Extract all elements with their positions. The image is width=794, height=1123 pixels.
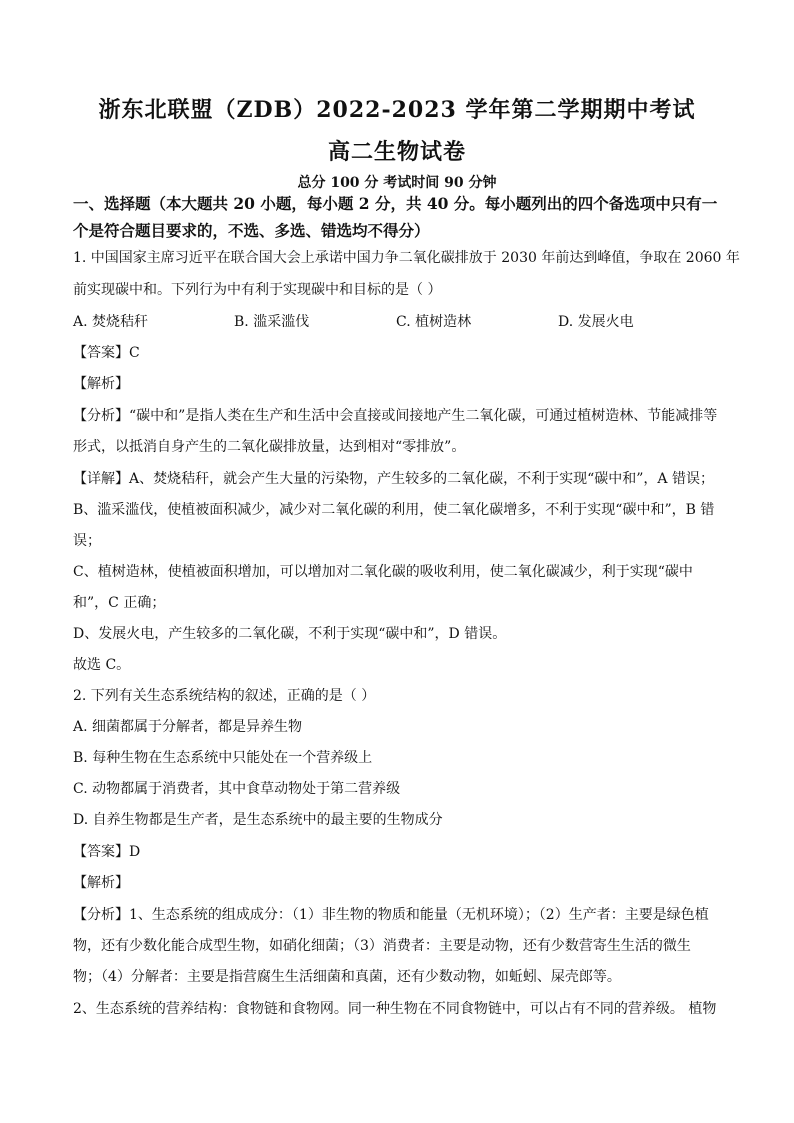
q1-option-c: C. 植树造林 <box>396 314 472 330</box>
section-heading-line-2: 个是符合题目要求的，不选、多选、错选均不得分） <box>73 221 430 240</box>
q2-option-b: B. 每种生物在生态系统中只能处在一个营养级上 <box>73 750 373 766</box>
q1-answer: 【答案】C <box>73 345 140 361</box>
q1-analysis-label: 【解析】 <box>73 376 129 392</box>
q1-detail-line-6: D、发展火电，产生较多的二氧化碳，不利于实现“碳中和”，D 错误。 <box>73 626 507 642</box>
q1-fenxi-line-2: 形式，以抵消自身产生的二氧化碳排放量，达到相对“零排放”。 <box>73 439 466 455</box>
q2-option-c: C. 动物都属于消费者，其中食草动物处于第二营养级 <box>73 781 401 797</box>
q2-fenxi-line-1: 【分析】1、生态系统的组成成分：（1）非生物的物质和能量（无机环境）；（2）生产者：主要是绿色植 <box>73 907 709 923</box>
exam-subtitle: 高二生物试卷 <box>327 139 466 165</box>
q1-detail-line-1: 【详解】A、焚烧秸秆，就会产生大量的污染物，产生较多的二氧化碳，不利于实现“碳中和”，A 错误； <box>73 471 714 487</box>
section-heading-line-1: 一、选择题（本大题共 20 小题，每小题 2 分，共 40 分。每小题列出的四个备选项中只有一 <box>73 194 718 213</box>
q2-fenxi-line-2: 物，还有少数化能合成型生物，如硝化细菌；（3）消费者：主要是动物，还有少数营寄生生活的微生 <box>73 938 691 954</box>
exam-title: 浙东北联盟（ZDB）2022-2023 学年第二学期期中考试 <box>98 97 696 123</box>
q2-answer: 【答案】D <box>73 844 141 860</box>
q1-option-b: B. 滥采滥伐 <box>234 314 310 330</box>
q1-detail-line-3: 误； <box>73 533 101 549</box>
q2-fenxi-line-3: 物；（4）分解者：主要是指营腐生生活细菌和真菌，还有少数动物，如蚯蚓、屎壳郎等。 <box>73 969 621 985</box>
q1-detail-line-4: C、植树造林，使植被面积增加，可以增加对二氧化碳的吸收利用，使二氧化碳减少，利于实现“碳中 <box>73 564 693 580</box>
q1-option-d: D. 发展火电 <box>558 314 634 330</box>
q2-fenxi-line-4: 2、生态系统的营养结构：食物链和食物网。同一种生物在不同食物链中，可以占有不同的营养级。 植物 <box>73 1001 717 1017</box>
q1-option-a: A. 焚烧秸秆 <box>73 314 149 330</box>
q1-stem-line-1: 1. 中国国家主席习近平在联合国大会上承诺中国力争二氧化碳排放于 2030 年前达到峰值，争取在 2060 年 <box>73 250 740 266</box>
q1-stem-line-2: 前实现碳中和。下列行为中有利于实现碳中和目标的是（ ） <box>73 282 442 298</box>
exam-meta: 总分 100 分 考试时间 90 分钟 <box>297 175 497 191</box>
q2-option-a: A. 细菌都属于分解者，都是异养生物 <box>73 719 303 735</box>
q2-stem: 2. 下列有关生态系统结构的叙述，正确的是（ ） <box>73 688 376 704</box>
q2-analysis-label: 【解析】 <box>73 875 129 891</box>
q1-conclusion: 故选 C。 <box>73 657 131 673</box>
q1-detail-line-5: 和”，C 正确； <box>73 595 166 611</box>
q1-fenxi-line-1: 【分析】“碳中和”是指人类在生产和生活中会直接或间接地产生二氧化碳，可通过植树造林、节能减排等 <box>73 408 718 424</box>
q1-detail-line-2: B、滥采滥伐，使植被面积减少，减少对二氧化碳的利用，使二氧化碳增多，不利于实现“碳中和”，B 错 <box>73 502 715 518</box>
q2-option-d: D. 自养生物都是生产者，是生态系统中的最主要的生物成分 <box>73 812 443 828</box>
